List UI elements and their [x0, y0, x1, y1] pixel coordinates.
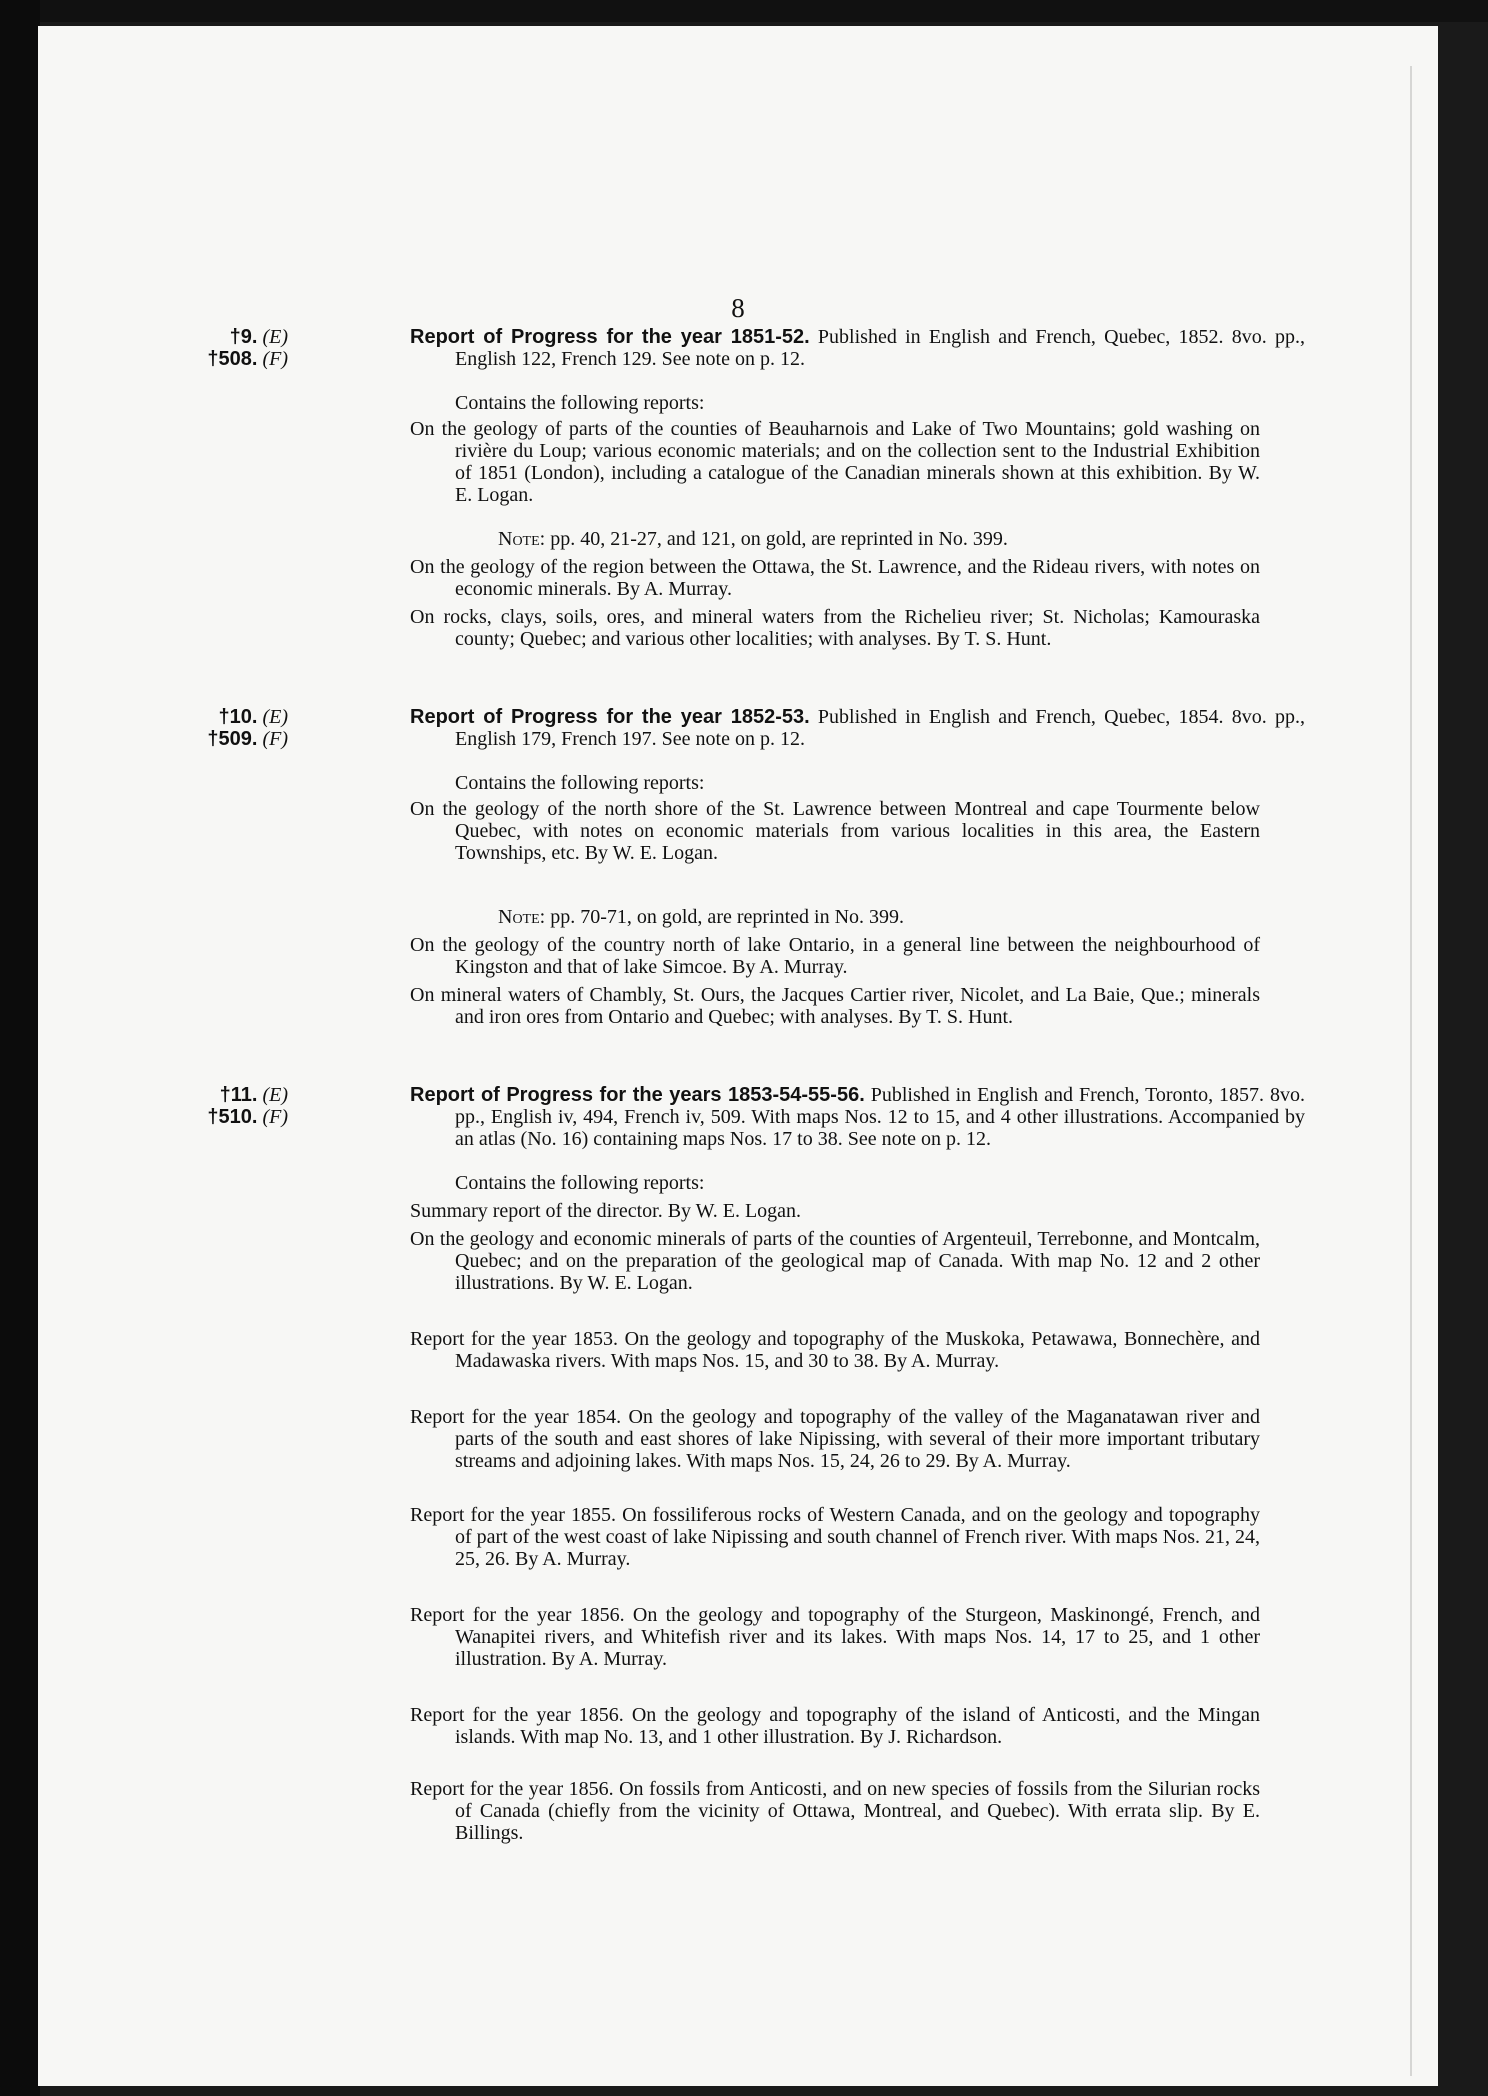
- entry-description: Published in English and French, Quebec, 1854. 8vo. pp., English 179, French 197. See note on p. 12.: [455, 706, 1306, 750]
- report-item: Report for the year 1856. On the geology and topography of the island of Anticosti, and the Mingan islands. With map No. 13, and 1 other illustration. By J. Richardson.: [410, 1704, 1260, 1748]
- report-item: Report for the year 1856. On the geology and topography of the Sturgeon, Maskinongé, French, and Wanapitei rivers, and Whitefish river and its lakes. With maps Nos. 14, 17 to 25, and 1 other illustration. By A. Murray.: [410, 1604, 1260, 1670]
- scan-left-edge: [0, 0, 40, 2096]
- report-item: On the geology of the region between the Ottawa, the St. Lawrence, and the Rideau rivers, with notes on economic minerals. By A. Murray.: [410, 556, 1260, 600]
- entry-note: Note: pp. 40, 21-27, and 121, on gold, are reprinted in No. 399.: [498, 528, 1008, 550]
- entry-title-block: [410, 1084, 1305, 1150]
- report-item: On mineral waters of Chambly, St. Ours, the Jacques Cartier river, Nicolet, and La Baie, Que.; minerals and iron ores from Ontario and Quebec; with analyses. By T. S. Hunt.: [410, 984, 1260, 1028]
- scan-top-edge: [0, 0, 1488, 22]
- entry-contains: Contains the following reports:: [455, 392, 705, 414]
- report-item: On the geology of the country north of lake Ontario, in a general line between the neighbourhood of Kingston and that of lake Simcoe. By A. Murray.: [410, 934, 1260, 978]
- page-number: 8: [731, 293, 745, 323]
- entry-code-french: †508. (F): [207, 348, 288, 370]
- report-item: Summary report of the director. By W. E. Logan.: [410, 1200, 802, 1222]
- entry-contains: Contains the following reports:: [455, 1172, 705, 1194]
- entry-description: Published in English and French, Quebec, 1852. 8vo. pp., English 122, French 129. See note on p. 12.: [455, 326, 1306, 370]
- entry-title-block: [410, 326, 1305, 370]
- report-item: On rocks, clays, soils, ores, and mineral waters from the Richelieu river; St. Nicholas; Kamouraska county; Quebec; and various other localities; with analyses. By T. S. Hunt.: [410, 606, 1260, 650]
- entry-title: Report of Progress for the year 1852-53.: [410, 706, 810, 728]
- entry-code-english: †11. (E): [219, 1084, 288, 1106]
- document-page: [38, 26, 1438, 2086]
- entry-contains: Contains the following reports:: [455, 772, 705, 794]
- report-item: Report for the year 1855. On fossiliferous rocks of Western Canada, and on the geology and topography of part of the west coast of lake Nipissing and south channel of French river. With maps Nos. 21, 24, 25, 26. By A. Murray.: [410, 1504, 1260, 1570]
- report-item: On the geology of parts of the counties of Beauharnois and Lake of Two Mountains; gold washing on rivière du Loup; various economic materials; and on the collection sent to the Industrial Exhibition of 1851 (London), including a catalogue of the Canadian minerals shown at this exhibition. By W. E. Logan.: [410, 418, 1260, 506]
- report-item: On the geology and economic minerals of parts of the counties of Argenteuil, Terrebonne, and Montcalm, Quebec; and on the preparation of the geological map of Canada. With map No. 12 and 2 other illustrations. By W. E. Logan.: [410, 1228, 1260, 1294]
- entry-code-french: †510. (F): [207, 1106, 288, 1128]
- entry-code-english: †10. (E): [218, 706, 288, 728]
- entry-note: Note: pp. 70-71, on gold, are reprinted in No. 399.: [498, 906, 905, 928]
- report-item: On the geology of the north shore of the St. Lawrence between Montreal and cape Tourmente below Quebec, with notes on economic materials from various localities in this area, the Eastern Townships, etc. By W. E. Logan.: [410, 798, 1260, 864]
- report-item: Report for the year 1853. On the geology and topography of the Muskoka, Petawawa, Bonnechère, and Madawaska rivers. With maps Nos. 15, and 30 to 38. By A. Murray.: [410, 1328, 1260, 1372]
- entry-title: Report of Progress for the years 1853-54-55-56.: [410, 1084, 865, 1106]
- page-content: [38, 26, 1438, 2086]
- entry-title: Report of Progress for the year 1851-52.: [410, 326, 810, 348]
- entry-code-french: †509. (F): [207, 728, 288, 750]
- entry-description: Published in English and French, Toronto, 1857. 8vo. pp., English iv, 494, French iv, 509. With maps Nos. 12 to 15, and 4 other illustrations. Accompanied by an atlas (No. 16) containing maps Nos. 17 to 38. See note on p. 12.: [455, 1084, 1306, 1150]
- report-item: Report for the year 1856. On fossils from Anticosti, and on new species of fossils from the Silurian rocks of Canada (chiefly from the vicinity of Ottawa, Montreal, and Quebec). With errata slip. By E. Billings.: [410, 1778, 1260, 1844]
- report-item: Report for the year 1854. On the geology and topography of the valley of the Maganatawan river and parts of the south and east shores of lake Nipissing, with several of their more important tributary streams and adjoining lakes. With maps Nos. 15, 24, 26 to 29. By A. Murray.: [410, 1406, 1260, 1472]
- entry-title-block: [410, 706, 1305, 750]
- entry-code-english: †9. (E): [229, 326, 288, 348]
